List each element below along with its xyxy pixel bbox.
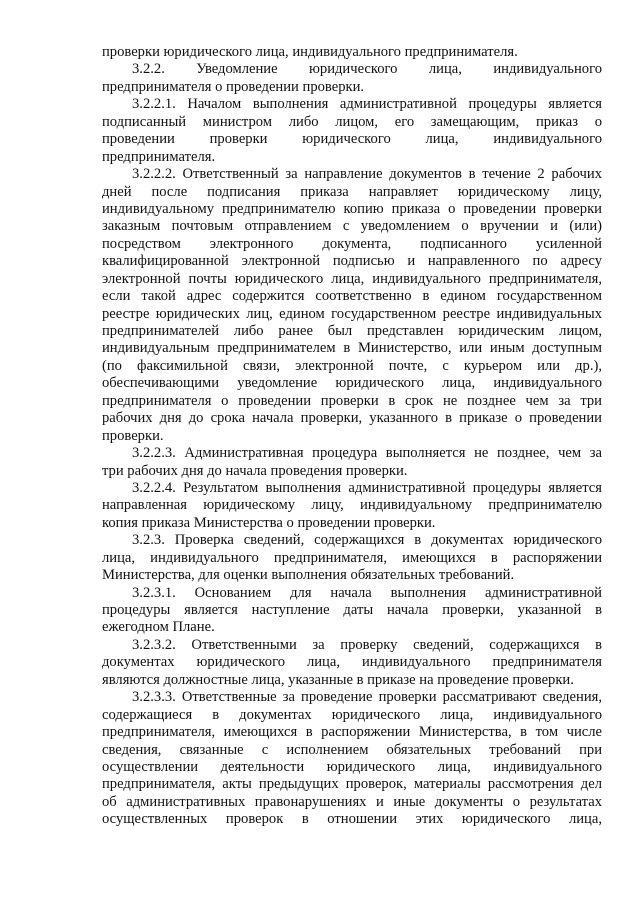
text-line: процедуры является наступление даты начала проверки, указанной в <box>102 602 602 618</box>
text-line: предпринимателя, акты предыдущих проверок, материалы рассмотрения дел <box>102 776 602 793</box>
text-line: содержащиеся в документах юридического лица, индивидуального <box>102 706 602 723</box>
text-line: документах юридического лица, индивидуального предпринимателя <box>102 654 602 671</box>
text-line: копия приказа Министерства о проведении проверки. <box>102 514 436 531</box>
text-line: ежегодном Плане. <box>102 619 215 636</box>
text-line: проверки. <box>102 427 164 444</box>
text-line: (по факсимильной связи, электронной почте, с курьером или др.), <box>102 357 602 374</box>
text-line: электронной почты юридического лица, индивидуального предпринимателя, <box>102 270 602 287</box>
text-line: 3.2.3.3. Ответственные за проведение проверки рассматривают сведения, <box>132 689 602 706</box>
text-line: посредством электронного документа, подписанного усиленной <box>102 235 602 252</box>
text-line: 3.2.2. Уведомление юридического лица, индивидуального <box>132 61 602 78</box>
text-line: являются должностные лица, указанные в приказе на проведение проверки. <box>102 671 574 688</box>
text-line: предпринимателя о проведении проверки. <box>102 78 365 95</box>
text-line: индивидуальным предпринимателем в Министерство, или иным доступным <box>102 340 602 357</box>
text-line: предпринимателя, имеющихся в распоряжении Министерства, в том числе <box>102 724 602 741</box>
text-line: осуществленных проверок в отношении этих юридического лица, <box>102 811 602 828</box>
text-line: три рабочих дня до начала проведения проверки. <box>102 462 408 479</box>
document-body <box>102 44 602 829</box>
text-line: 3.2.2.4. Результатом выполнения административной процедуры является <box>132 479 602 496</box>
text-line: направленная юридическому лицу, индивидуальному предпринимателю <box>102 497 602 514</box>
text-line: обеспечивающими уведомление юридического лица, индивидуального <box>102 375 602 392</box>
text-line: предпринимателя о проведении проверки в срок не позднее чем за три <box>102 392 602 409</box>
text-line: квалифицированной электронной подписью и направленного по адресу <box>102 253 602 270</box>
text-line: реестре юридических лиц, едином государственном реестре индивидуальных <box>102 305 602 322</box>
text-line: осуществлении деятельности юридического лица, индивидуального <box>102 758 602 775</box>
text-line: лица, индивидуального предпринимателя, имеющихся в распоряжении <box>102 549 602 566</box>
text-line: сведения, связанные с исполнением обязательных требований при <box>102 741 602 758</box>
text-line: 3.2.2.1. Началом выполнения административной процедуры является <box>132 96 602 113</box>
text-line: проведении проверки юридического лица, индивидуального <box>102 131 602 148</box>
text-line: 3.2.2.3. Административная процедура выполняется не позднее, чем за <box>132 445 602 462</box>
text-line: 3.2.3.1. Основанием для начала выполнения административной <box>132 584 602 601</box>
text-line: заказным почтовым отправлением с уведомлением о вручении и (или) <box>102 218 602 235</box>
text-line: если такой адрес содержится соответственно в едином государственном <box>102 288 602 305</box>
text-line: 3.2.2.2. Ответственный за направление документов в течение 2 рабочих <box>132 166 602 183</box>
text-line: об административных правонарушениях и иные документы о результатах <box>102 793 602 810</box>
text-line: рабочих дня до срока начала проверки, указанного в приказе о проведении <box>102 410 602 427</box>
text-line: подписанный министром либо лицом, его замещающим, приказ о <box>102 113 602 130</box>
text-line: Министерства, для оценки выполнения обязательных требований. <box>102 567 515 584</box>
text-line: индивидуальному предпринимателю копию приказа о проведении проверки <box>102 200 602 217</box>
text-line: 3.2.3. Проверка сведений, содержащихся в документах юридического <box>132 532 602 549</box>
text-line: 3.2.3.2. Ответственными за проверку сведений, содержащихся в <box>132 636 602 653</box>
text-line: дней после подписания приказа направляет юридическому лицу, <box>102 183 602 200</box>
text-line: предпринимателей либо ранее был представлен юридическим лицом, <box>102 323 602 339</box>
text-line: предпринимателя. <box>102 148 216 165</box>
text-line: проверки юридического лица, индивидуального предпринимателя. <box>102 44 518 60</box>
